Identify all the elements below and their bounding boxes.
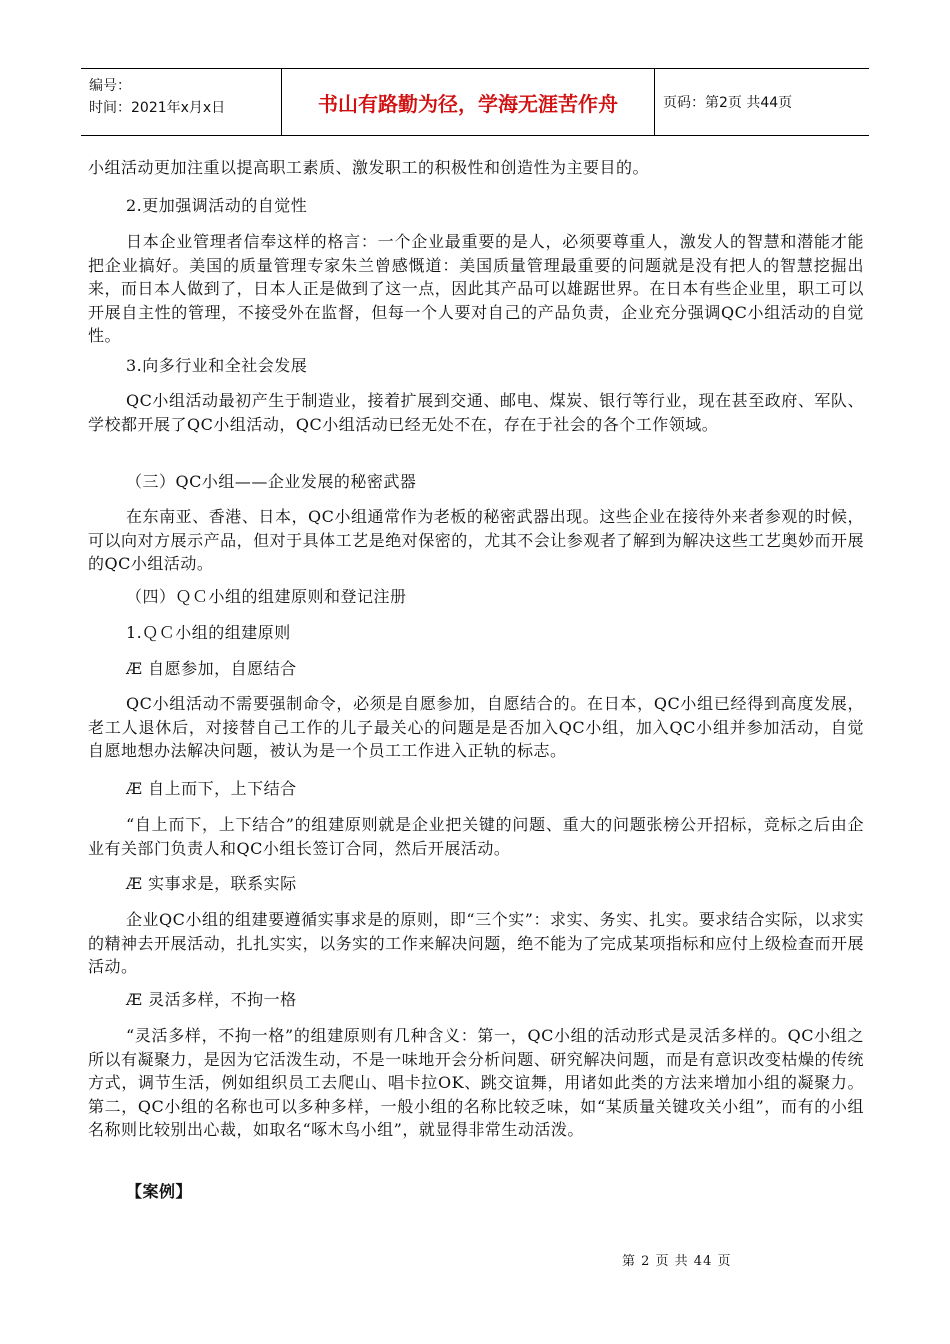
paragraph: 在东南亚、香港、日本，QC小组通常作为老板的秘密武器出现。这些企业在接待外来者参观的时候，可以向对方展示产品，但对于具体工艺是绝对保密的，尤其不会让参观者了解到为解决这些工艺奥妙而开展的QC小组活动。 [88, 507, 864, 573]
section-heading: （四）ＱＣ小组的组建原则和登记注册 [126, 587, 407, 606]
paragraph: “自上而下，上下结合”的组建原则就是企业把关键的问题、重大的问题张榜公开招标，竞标之后由企业有关部门负责人和QC小组长签订合同，然后开展活动。 [88, 815, 864, 858]
paragraph: 日本企业管理者信奉这样的格言：一个企业最重要的是人，必须要尊重人，激发人的智慧和潜能才能把企业搞好。美国的质量管理专家朱兰曾感慨道：美国质量管理最重要的问题就是没有把人的智慧挖掘出来，而日本人做到了，日本人正是做到了这一点，因此其产品可以雄踞世界。在日本有些企业里，职工可以开展自主性的管理，不接受外在监督，但每一个人要对自己的产品负责，企业充分强调QC小组活动的自觉性。 [88, 232, 864, 345]
header-page-label: 页码：第2页 共44页 [663, 95, 793, 111]
principle-heading: Æ 自愿参加，自愿结合 [126, 659, 297, 678]
header-motto: 书山有路勤为径，学海无涯苦作舟 [281, 69, 655, 135]
paragraph: QC小组活动最初产生于制造业，接着扩展到交通、邮电、煤炭、银行等行业，现在甚至政府、军队、学校都开展了QC小组活动，QC小组活动已经无处不在，存在于社会的各个工作领域。 [88, 391, 864, 434]
paragraph: 小组活动更加注重以提高职工素质、激发职工的积极性和创造性为主要目的。 [88, 158, 650, 177]
date-label: 时间：2021年x月x日 [89, 100, 226, 116]
page-footer: 第 2 页 共 44 页 [622, 1254, 732, 1269]
paragraph: QC小组活动不需要强制命令，必须是自愿参加，自愿结合的。在日本，QC小组已经得到高度发展，老工人退休后，对接替自己工作的儿子最关心的问题是是否加入QC小组，加入QC小组并参加活动，自觉自愿地想办法解决问题，被认为是一个员工工作进入正轨的标志。 [88, 694, 864, 760]
section-heading: （三）QC小组——企业发展的秘密武器 [126, 472, 417, 491]
principle-heading: Æ 实事求是，联系实际 [126, 874, 297, 893]
page-header [81, 68, 869, 136]
number-label: 编号： [89, 78, 131, 94]
paragraph: 企业QC小组的组建要遵循实事求是的原则，即“三个实”：求实、务实、扎实。要求结合实际，以求实的精神去开展活动，扎扎实实，以务实的工作来解决问题，绝不能为了完成某项指标和应付上级检查而开展活动。 [88, 910, 864, 976]
section-heading: 3.向多行业和全社会发展 [126, 356, 308, 375]
principle-heading: Æ 灵活多样，不拘一格 [126, 990, 297, 1009]
case-heading: 【案例】 [126, 1182, 193, 1201]
paragraph: “灵活多样，不拘一格”的组建原则有几种含义：第一，QC小组的活动形式是灵活多样的。QC小组之所以有凝聚力，是因为它活泼生动，不是一味地开会分析问题、研究解决问题，而是有意识改变枯燥的传统方式，调节生活，例如组织员工去爬山、唱卡拉OK、跳交谊舞，用诸如此类的方法来增加小组的凝聚力。第二，QC小组的名称也可以多种多样，一般小组的名称比较乏味，如“某质量关键攻关小组”，而有的小组名称则比较别出心裁，如取名“啄木鸟小组”，就显得非常生动活泼。 [88, 1026, 864, 1139]
section-heading: 2.更加强调活动的自觉性 [126, 196, 308, 215]
section-heading: 1.ＱＣ小组的组建原则 [126, 623, 291, 642]
header-meta [81, 69, 281, 135]
principle-heading: Æ 自上而下，上下结合 [126, 779, 297, 798]
